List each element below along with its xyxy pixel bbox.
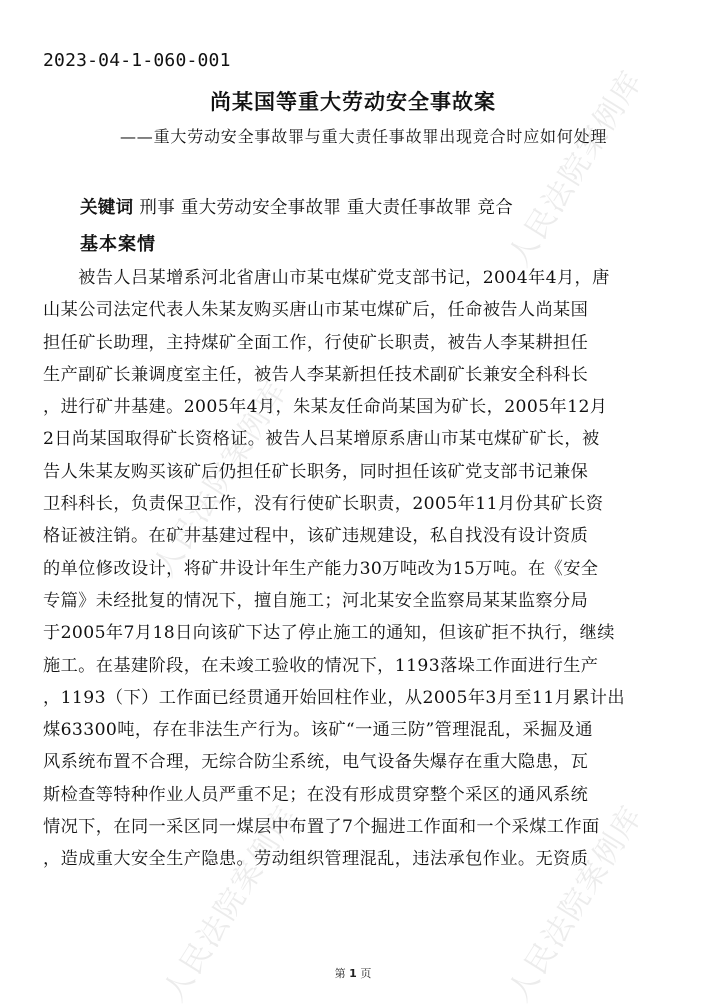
body-line: 专篇》未经批复的情况下，擅自施工；河北某安全监察局某某监察分局 (43, 590, 589, 611)
footer-suffix: 页 (360, 967, 372, 980)
section-heading-basic-facts: 基本案情 (80, 234, 156, 255)
footer-prefix: 第 (334, 967, 346, 980)
case-number: 2023-04-1-060-001 (43, 50, 231, 71)
body-line: 告人朱某友购买该矿后仍担任矿长职务，同时担任该矿党支部书记兼保 (43, 461, 589, 482)
watermark-lower-left: 人民法院案例库 (156, 799, 306, 1008)
body-line: 风系统布置不合理，无综合防尘系统，电气设备失爆存在重大隐患，瓦 (43, 752, 589, 773)
document-subtitle: ——重大劳动安全事故罪与重大责任事故罪出现竞合时应如何处理 (120, 127, 608, 146)
body-line: 卫科科长，负责保卫工作，没有行使矿长职责，2005年11月份其矿长资 (43, 494, 604, 515)
body-line: 山某公司法定代表人朱某友购买唐山市某屯煤矿后，任命被告人尚某国 (43, 300, 589, 321)
body-line: 斯检查等特种作业人员严重不足；在没有形成贯穿整个采区的通风系统 (43, 784, 589, 805)
body-line: 生产副矿长兼调度室主任，被告人李某新担任技术副矿长兼安全科科长 (43, 364, 589, 385)
body-line: 煤63300吨，存在非法生产行为。该矿“一通三防”管理混乱，采掘及通 (43, 720, 593, 741)
document-title: 尚某国等重大劳动安全事故案 (210, 90, 496, 114)
page-number: 1 (349, 967, 357, 980)
body-line: 施工。在基建阶段，在未竣工验收的情况下，1193落垛工作面进行生产 (43, 655, 599, 676)
body-line: ，进行矿井基建。2005年4月，朱某友任命尚某国为矿长，2005年12月 (43, 397, 608, 418)
watermark-lower-right: 人民法院案例库 (501, 799, 651, 1008)
body-line: 情况下，在同一采区同一煤层中布置了7个掘进工作面和一个采煤工作面 (43, 817, 600, 838)
watermark-left: 人民法院案例库 (146, 374, 296, 583)
body-line: 担任矿长助理，主持煤矿全面工作，行使矿长职责，被告人李某耕担任 (43, 332, 589, 353)
body-line: 格证被注销。在矿井基建过程中，该矿违规建设，私自找没有设计资质 (43, 526, 589, 547)
body-line: 于2005年7月18日向该矿下达了停止施工的通知，但该矿拒不执行，继续 (43, 623, 615, 644)
body-line: 的单位修改设计，将矿井设计年生产能力30万吨改为15万吨。在《安全 (43, 558, 599, 579)
body-line: 2日尚某国取得矿长资格证。被告人吕某增原系唐山市某屯煤矿矿长，被 (43, 429, 600, 450)
body-line: ，造成重大安全生产隐患。劳动组织管理混乱，违法承包作业。无资质 (43, 849, 589, 870)
keywords-values: 刑事 重大劳动安全事故罪 重大责任事故罪 竞合 (139, 198, 513, 218)
keywords-row (80, 194, 513, 219)
case-body-text (43, 262, 661, 876)
watermark-right: 人民法院案例库 (501, 64, 651, 273)
body-line: ，1193（下）工作面已经贯通开始回柱作业，从2005年3月至11月累计出 (43, 687, 625, 708)
body-line: 被告人吕某增系河北省唐山市某屯煤矿党支部书记，2004年4月，唐 (43, 268, 610, 288)
keywords-label: 关键词 (80, 198, 134, 218)
page-footer (0, 965, 706, 981)
